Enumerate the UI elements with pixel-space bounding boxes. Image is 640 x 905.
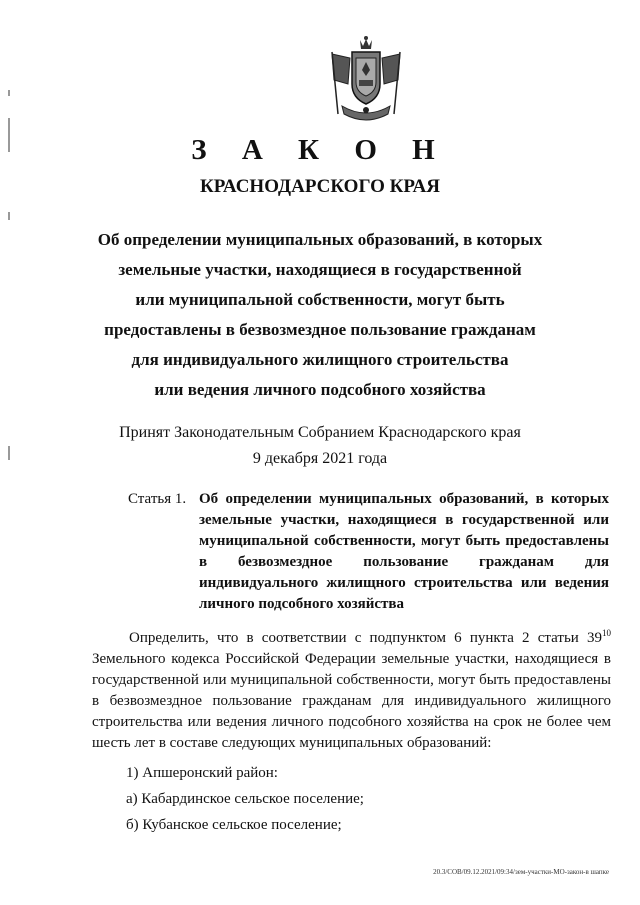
body-paragraph	[92, 628, 611, 754]
heading-line: для индивидуального жилищного строительства	[131, 350, 509, 369]
coat-of-arms-icon	[328, 36, 404, 124]
list-marker: а)	[126, 791, 138, 807]
document-subtitle: КРАСНОДАРСКОГО КРАЯ	[199, 176, 441, 197]
list-text: Кубанское сельское поселение;	[142, 817, 342, 833]
adoption-block	[0, 420, 640, 472]
list-item	[126, 763, 278, 784]
article-superscript: 10	[602, 628, 611, 638]
article-title: Об определении муниципальных образований, в которых земельные участки, находящиеся в государственной или муниципальной собственности, могут быть предоставлены в безвозмездное пользование гражданам для индивидуального жилищного строительства или ведения личного подсобного хозяйства	[199, 491, 609, 612]
heading-line: земельные участки, находящиеся в государственной	[118, 260, 522, 279]
heading-line: или муниципальной собственности, могут быть	[135, 290, 505, 309]
body-text-end: Земельного кодекса Российской Федерации земельные участки, находящиеся в государственной или муниципальной собственности, могут быть предоставлены в безвозмездное пользование гражданам для индивидуального жилищного строительства или ведения личного подсобного хозяйства на срок не более чем шесть лет в составе следующих муниципальных образований:	[92, 651, 611, 751]
body-text-start: Определить, что в соответствии с подпунктом 6 пункта 2 статьи 39	[129, 630, 602, 646]
article-label: Статья 1.	[128, 491, 187, 507]
heading-line: Об определении муниципальных образований, в которых	[97, 230, 543, 249]
law-heading	[90, 225, 550, 405]
list-item	[126, 815, 342, 836]
heading-line: или ведения личного подсобного хозяйства	[154, 380, 486, 399]
list-text: Апшеронский район:	[142, 765, 278, 781]
list-marker: 1)	[126, 765, 139, 781]
margin-mark	[8, 90, 10, 96]
heading-line: предоставлены в безвозмездное пользование гражданам	[104, 320, 536, 339]
document-title: З А К О Н	[191, 134, 449, 166]
adopted-by: Принят Законодательным Собранием Краснодарского края	[119, 424, 521, 441]
list-item	[126, 789, 364, 810]
margin-mark	[8, 212, 10, 220]
adopted-date: 9 декабря 2021 года	[252, 450, 388, 467]
list-text: Кабардинское сельское поселение;	[141, 791, 364, 807]
document-footer-code: 20.3/СОВ/09.12.2021/09:34/зем-участки-МО-закон-в шапке	[433, 868, 609, 876]
list-marker: б)	[126, 817, 139, 833]
